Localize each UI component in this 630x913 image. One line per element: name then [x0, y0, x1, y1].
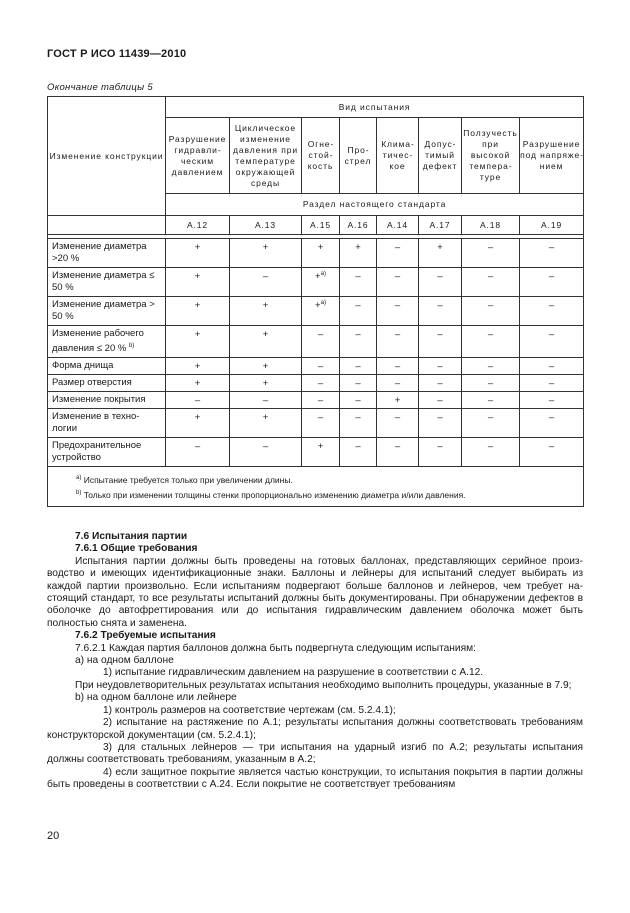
section-header: Раздел настоящего стандарта [166, 194, 584, 216]
col-header: Разрушение гидравлическим давлением [166, 118, 230, 194]
test-cell: – [462, 268, 520, 297]
test-cell: – [340, 326, 377, 358]
row-label: Изменение рабочего давления ≤ 20 % $^{b)}$ [48, 326, 166, 358]
list-item: а) на одном баллоне [75, 655, 174, 667]
test-cell: + [340, 239, 377, 268]
table-row [48, 358, 584, 375]
test-cell: – [230, 392, 302, 409]
test-cell: – [419, 326, 462, 358]
table-row [48, 326, 584, 358]
section-ref: A.16 [340, 216, 377, 235]
test-cell: – [520, 239, 584, 268]
test-cell: – [340, 268, 377, 297]
col-header: Климатическое [377, 118, 419, 194]
table-body [48, 239, 584, 467]
test-cell: – [377, 326, 419, 358]
row-label: Изменение диаметра >20 % [48, 239, 166, 268]
test-cell: – [419, 297, 462, 326]
test-cell: + [230, 375, 302, 392]
table-row [48, 268, 584, 297]
test-cell: – [302, 375, 340, 392]
paragraph: 7.6.2.1 Каждая партия баллонов должна быть подвергнута следующим испытаниям: [75, 642, 476, 654]
test-cell: + [166, 358, 230, 375]
test-cell: – [377, 268, 419, 297]
list-item: b) на одном баллоне или лейнере [75, 692, 237, 704]
test-cell: – [302, 326, 340, 358]
test-cell: – [462, 375, 520, 392]
note-a: $^{a)}$ Испытание требуется только при увеличении длины. [76, 474, 293, 485]
section-heading: 7.6 Испытания партии [75, 531, 188, 542]
test-cell: – [377, 297, 419, 326]
test-cell: – [520, 392, 584, 409]
section-ref: A.17 [419, 216, 462, 235]
table-caption: Окончание таблицы 5 [47, 82, 153, 93]
section-ref: A.12 [166, 216, 230, 235]
test-cell: – [230, 438, 302, 467]
test-cell: – [520, 268, 584, 297]
page-number: 20 [47, 830, 60, 842]
col-header: Ползучесть при высокой температуре [462, 118, 520, 194]
test-cell: – [166, 438, 230, 467]
test-cell: – [166, 392, 230, 409]
test-cell: + [166, 297, 230, 326]
test-cell: – [419, 268, 462, 297]
test-cell: – [340, 297, 377, 326]
row-label: Изменение в технологии [48, 409, 166, 438]
table-row [48, 239, 584, 268]
test-cell: + [377, 392, 419, 409]
test-cell: – [419, 438, 462, 467]
test-cell: – [340, 409, 377, 438]
test-cell: – [340, 375, 377, 392]
test-cell: – [462, 392, 520, 409]
test-cell: + [302, 239, 340, 268]
col-header: Разрушение под напряжением [520, 118, 584, 194]
test-cell: – [462, 239, 520, 268]
running-header: ГОСТ Р ИСО 11439—2010 [47, 48, 187, 60]
subsection-heading: 7.6.1 Общие требования [75, 543, 198, 555]
section-ref: A.13 [230, 216, 302, 235]
test-cell: – [302, 358, 340, 375]
table-row [48, 297, 584, 326]
test-cell: – [462, 326, 520, 358]
list-item: 2) испытание на растяжение по A.1; результаты испытания должны соответствовать требованиям конструкторской документации (см. 5.2.4.1); [47, 717, 583, 741]
test-cell: – [377, 375, 419, 392]
test-cell: + [302, 438, 340, 467]
test-cell: – [419, 375, 462, 392]
test-cell: + [230, 358, 302, 375]
test-cell: + [166, 239, 230, 268]
list-item: 1) контроль размеров на соответствие чертежам (см. 5.2.4.1); [103, 704, 396, 716]
row-label: Изменение диаметра > 50 % [48, 297, 166, 326]
test-cell: – [462, 297, 520, 326]
test-cell: + [419, 239, 462, 268]
corner-header: Изменение конструкции [48, 97, 166, 216]
test-cell: + [230, 297, 302, 326]
table-row [48, 392, 584, 409]
list-item: 1) испытание гидравлическим давлением на разрушение в соответствии с A.12. [103, 667, 484, 679]
test-cell: + [230, 409, 302, 438]
test-cell: + [166, 375, 230, 392]
blank-cell [48, 216, 166, 235]
section-ref: A.15 [302, 216, 340, 235]
table-5 [47, 96, 584, 507]
table-row [48, 438, 584, 467]
row-label: Размер отверстия [48, 375, 166, 392]
test-cell: – [377, 239, 419, 268]
table-notes [48, 467, 584, 507]
test-cell: – [520, 438, 584, 467]
list-item: 4) если защитное покрытие является частью конструкции, то испытания покрытия в партии должны быть проведены в соответствии с A.24. Если покрытие не соответствует требованиям [47, 766, 583, 791]
test-cell: – [340, 392, 377, 409]
test-cell: – [520, 297, 584, 326]
paragraph: При неудовлетворительных результатах испытания необходимо выполнить процедуры, указанные в 7.9; [75, 679, 572, 691]
test-cell: + [230, 326, 302, 358]
test-cell: – [520, 326, 584, 358]
row-label: Предохранительное устройство [48, 438, 166, 467]
test-cell: – [377, 358, 419, 375]
section-ref: A.18 [462, 216, 520, 235]
row-label: Форма днища [48, 358, 166, 375]
table-row [48, 375, 584, 392]
col-header: Допустимый дефект [419, 118, 462, 194]
section-ref: A.14 [377, 216, 419, 235]
note-b: $^{b)}$ Только при изменении толщины стенки пропорционально изменению диаметра и/или давления. [76, 489, 466, 500]
subsection-heading: 7.6.2 Требуемые испытания [75, 630, 216, 642]
test-cell: – [520, 409, 584, 438]
test-cell: – [520, 375, 584, 392]
test-cell: + [166, 326, 230, 358]
body-text [47, 531, 583, 792]
test-cell: – [340, 438, 377, 467]
group-header: Вид испытания [166, 97, 584, 118]
col-header: Прострел [340, 118, 377, 194]
test-cell: – [419, 392, 462, 409]
test-cell: + [230, 239, 302, 268]
test-cell: +$^{a)}$ [302, 297, 340, 326]
table-row [48, 409, 584, 438]
test-cell: – [230, 268, 302, 297]
test-cell: +$^{a)}$ [302, 268, 340, 297]
paragraph: Испытания партии должны быть проведены на готовых баллонах, представляющих серийное производство и имеющих идентификационные знаки. Баллоны и лейнеры для испытаний следует выбирать из каждой партии произвольно. Если испытаниям подвергают больше баллонов и лейнеров, чем требует настоящий стандарт, то все результаты испытаний должны быть документированы. При обнаружении дефектов в оболочке до автофреттирования или до испытания гидравлическим давлением оболочка может быть полностью снята и заменена. [47, 555, 583, 629]
test-cell: – [419, 409, 462, 438]
test-cell: – [302, 409, 340, 438]
test-cell: – [419, 358, 462, 375]
test-cell: – [377, 438, 419, 467]
test-cell: – [462, 409, 520, 438]
test-cell: – [520, 358, 584, 375]
col-header: Огнестойкость [302, 118, 340, 194]
test-cell: – [462, 438, 520, 467]
col-header: Циклическое изменение давления при температуре окружающей среды [230, 118, 302, 194]
row-label: Изменение покрытия [48, 392, 166, 409]
row-label: Изменение диаметра ≤ 50 % [48, 268, 166, 297]
test-cell: – [340, 358, 377, 375]
test-cell: + [166, 409, 230, 438]
section-ref: A.19 [520, 216, 584, 235]
list-item: 3) для стальных лейнеров — три испытания на ударный изгиб по A.2; результаты испытания должны соответствовать требованиям, указанным в A.2; [47, 741, 583, 766]
test-cell: + [166, 268, 230, 297]
test-cell: – [462, 358, 520, 375]
test-cell: – [302, 392, 340, 409]
test-cell: – [377, 409, 419, 438]
